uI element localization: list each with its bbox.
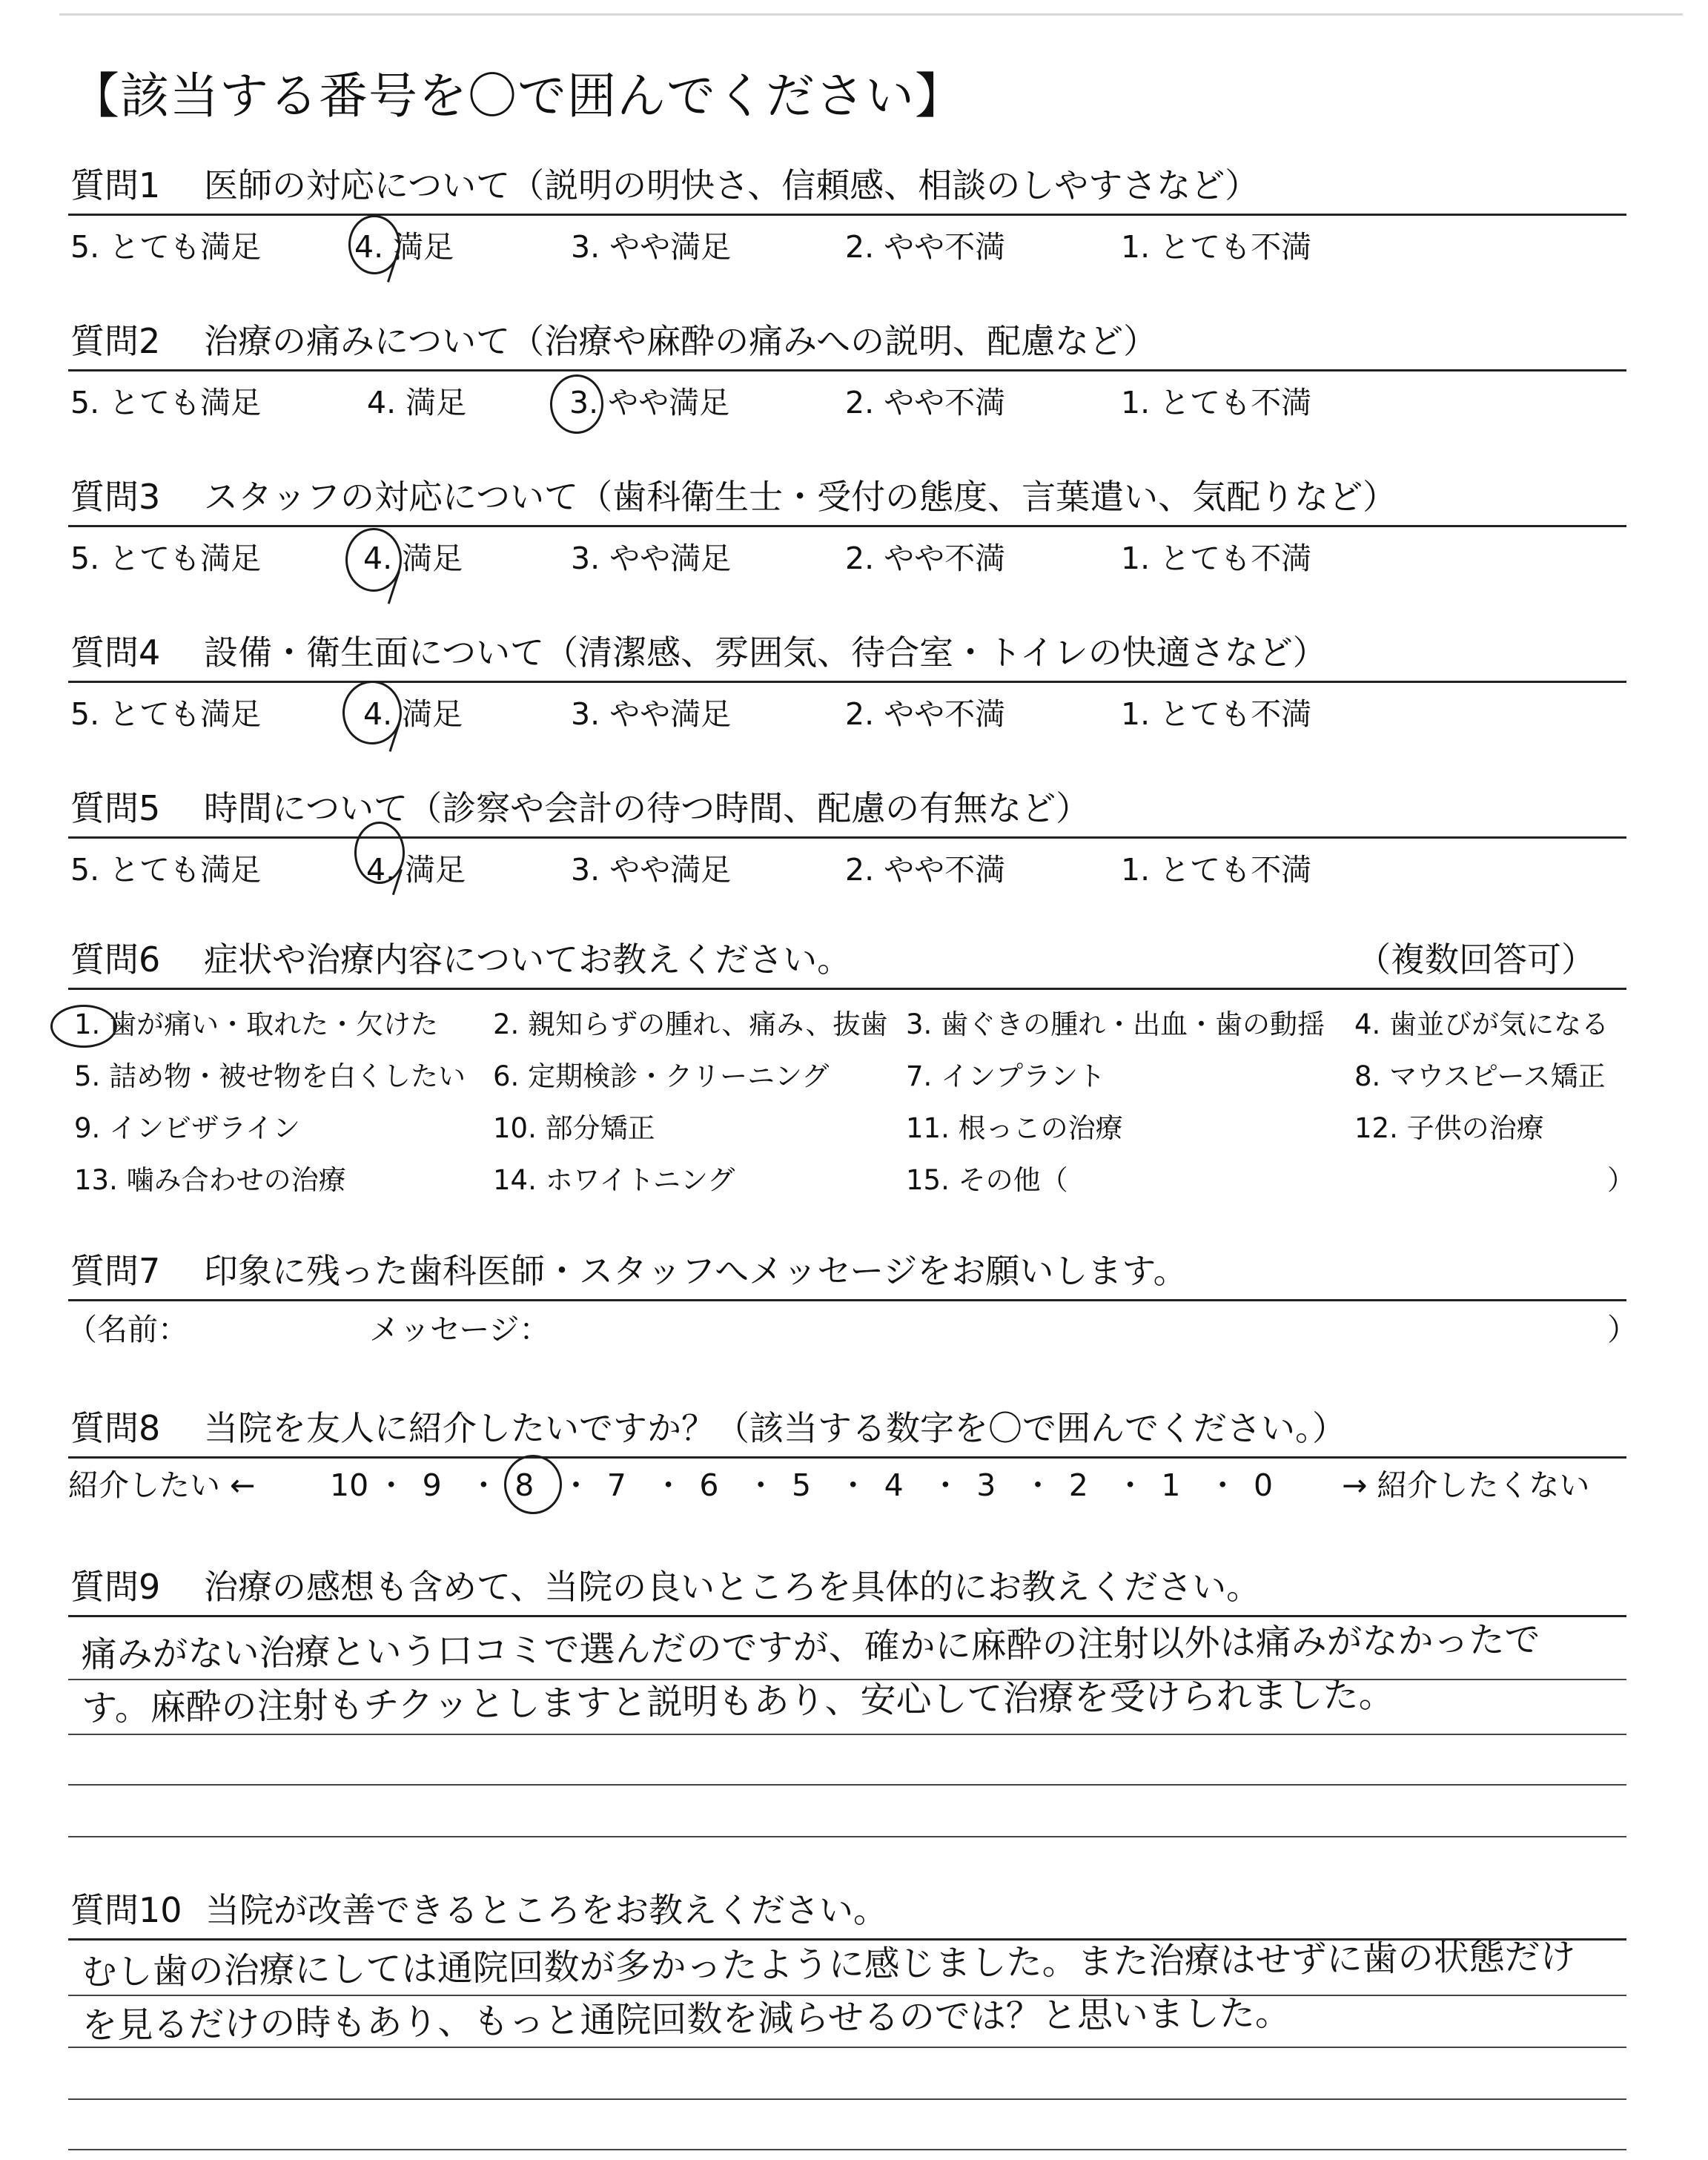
question-10-title bbox=[70, 1889, 887, 1931]
q6-item-13[interactable]: 13. 噛み合わせの治療 bbox=[74, 1164, 346, 1196]
q1-option-1[interactable]: 1. とても不満 bbox=[1121, 229, 1312, 265]
question-1-label: 質問1 bbox=[70, 165, 161, 205]
question-2-label: 質問2 bbox=[70, 321, 161, 361]
question-8-title bbox=[70, 1407, 1346, 1449]
q6-item-8[interactable]: 8. マウスピース矯正 bbox=[1354, 1060, 1606, 1092]
q8-scale-value-1[interactable]: 1 bbox=[1161, 1467, 1181, 1503]
question-2-text: 治療の痛みについて（治療や麻酔の痛みへの説明、配慮など） bbox=[204, 321, 1158, 361]
q8-scale-separator: ・ bbox=[560, 1467, 592, 1503]
q8-scale-separator: ・ bbox=[1207, 1467, 1238, 1503]
question-6-text: 症状や治療内容についてお教えください。 bbox=[204, 939, 852, 980]
q8-scale-value-0[interactable]: 0 bbox=[1254, 1467, 1274, 1503]
question-4-text: 設備・衛生面について（清潔感、雰囲気、待合室・トイレの快適さなど） bbox=[204, 633, 1327, 673]
q7-name-label: （名前： bbox=[67, 1312, 188, 1347]
question-1-title bbox=[70, 165, 1259, 206]
question-8-rule bbox=[68, 1456, 1626, 1459]
question-3-title bbox=[70, 476, 1397, 518]
q1-option-2[interactable]: 2. やや不満 bbox=[845, 229, 1006, 265]
q3-option-2[interactable]: 2. やや不満 bbox=[845, 541, 1006, 576]
q8-scale-value-4[interactable]: 4 bbox=[884, 1467, 904, 1503]
q3-option-3[interactable]: 3. やや満足 bbox=[571, 541, 732, 576]
q8-scale-separator: ・ bbox=[838, 1467, 869, 1503]
q4-option-1[interactable]: 1. とても不満 bbox=[1121, 696, 1312, 732]
q8-scale-separator: ・ bbox=[376, 1467, 407, 1503]
q7-close-paren: ） bbox=[1607, 1312, 1638, 1347]
question-8-label: 質問8 bbox=[70, 1408, 161, 1448]
q8-scale-separator: ・ bbox=[653, 1467, 684, 1503]
question-7-rule bbox=[68, 1299, 1626, 1301]
q7-message-label: メッセージ： bbox=[369, 1312, 550, 1347]
q8-scale-separator: ・ bbox=[745, 1467, 776, 1503]
q9-answer-line-2 bbox=[68, 1734, 1626, 1735]
q2-option-5[interactable]: 5. とても満足 bbox=[70, 385, 262, 420]
q6-item-2[interactable]: 2. 親知らずの腫れ、痛み、抜歯 bbox=[493, 1008, 888, 1040]
q4-option-2[interactable]: 2. やや不満 bbox=[845, 696, 1006, 732]
question-1-text: 医師の対応について（説明の明快さ、信頼感、相談のしやすさなど） bbox=[204, 165, 1260, 205]
question-8-text: 当院を友人に紹介したいですか？（該当する数字を〇で囲んでください。） bbox=[204, 1408, 1346, 1448]
q10-answer-line-3 bbox=[68, 2098, 1626, 2100]
q8-scale-separator: ・ bbox=[1022, 1467, 1053, 1503]
question-7-text: 印象に残った歯科医師・スタッフへメッセージをお願いします。 bbox=[204, 1251, 1188, 1291]
question-4-title bbox=[70, 632, 1327, 673]
q2-option-4[interactable]: 4. 満足 bbox=[367, 385, 467, 420]
question-4-label: 質問4 bbox=[70, 633, 161, 673]
q2-option-2[interactable]: 2. やや不満 bbox=[845, 385, 1006, 420]
question-5-label: 質問5 bbox=[70, 788, 161, 828]
q6-item-11[interactable]: 11. 根っこの治療 bbox=[906, 1112, 1123, 1144]
question-9-label: 質問9 bbox=[70, 1567, 161, 1607]
q5-option-5[interactable]: 5. とても満足 bbox=[70, 852, 262, 888]
page-heading: 【該当する番号を〇で囲んでください】 bbox=[70, 67, 964, 125]
q2-option-1[interactable]: 1. とても不満 bbox=[1121, 385, 1312, 420]
q6-item-15-close: ） bbox=[1607, 1164, 1635, 1196]
q6-item-6[interactable]: 6. 定期検診・クリーニング bbox=[493, 1060, 830, 1092]
q9-answer-line-1 bbox=[68, 1679, 1626, 1680]
q8-scale-separator: ・ bbox=[468, 1467, 499, 1503]
q8-scale-value-10[interactable]: 10 bbox=[330, 1467, 369, 1503]
q6-item-14[interactable]: 14. ホワイトニング bbox=[493, 1164, 735, 1196]
q8-scale-separator: ・ bbox=[930, 1467, 961, 1503]
top-border bbox=[59, 13, 1683, 16]
q8-scale-value-7[interactable]: 7 bbox=[606, 1467, 626, 1503]
q1-option-3[interactable]: 3. やや満足 bbox=[571, 229, 732, 265]
q9-answer-line-3 bbox=[68, 1784, 1626, 1786]
q3-option-5[interactable]: 5. とても満足 bbox=[70, 541, 262, 576]
q5-option-3[interactable]: 3. やや満足 bbox=[571, 852, 732, 888]
question-5-text: 時間について（診察や会計の待つ時間、配慮の有無など） bbox=[204, 788, 1090, 828]
q5-option-2[interactable]: 2. やや不満 bbox=[845, 852, 1006, 888]
q8-scale-value-9[interactable]: 9 bbox=[422, 1467, 442, 1503]
question-10-text: 当院が改善できるところをお教えください。 bbox=[205, 1890, 887, 1930]
q8-scale-value-6[interactable]: 6 bbox=[699, 1467, 719, 1503]
question-3-text: スタッフの対応について（歯科衛生士・受付の態度、言葉遣い、気配りなど） bbox=[204, 477, 1397, 517]
question-5-rule bbox=[68, 836, 1626, 839]
q2-option-3[interactable]: 3. やや満足 bbox=[569, 385, 730, 420]
q6-item-1[interactable]: 1. 歯が痛い・取れた・欠けた bbox=[74, 1008, 439, 1040]
q1-option-5[interactable]: 5. とても満足 bbox=[70, 229, 262, 265]
q8-right-label: → 紹介したくない bbox=[1342, 1467, 1590, 1503]
q3-option-4[interactable]: 4. 満足 bbox=[363, 541, 463, 576]
question-2-rule bbox=[68, 369, 1626, 371]
q6-item-7[interactable]: 7. インプラント bbox=[906, 1060, 1106, 1092]
q10-answer-text[interactable]: むし歯の治療にしては通院回数が多かったように感じました。また治療はせずに歯の状態だけを見るだけの時もあり、もっと通院回数を減らせるのでは？と思いました。 bbox=[81, 1935, 1576, 2047]
q4-option-3[interactable]: 3. やや満足 bbox=[571, 696, 732, 732]
q5-option-1[interactable]: 1. とても不満 bbox=[1121, 852, 1312, 888]
question-6-note: （複数回答可） bbox=[1357, 939, 1595, 980]
question-2-title bbox=[70, 320, 1157, 362]
q8-left-label: 紹介したい ← bbox=[68, 1467, 256, 1503]
question-10-label: 質問10 bbox=[70, 1890, 182, 1930]
q4-option-5[interactable]: 5. とても満足 bbox=[70, 696, 262, 732]
question-6-label: 質問6 bbox=[70, 939, 161, 980]
q6-item-10[interactable]: 10. 部分矯正 bbox=[493, 1112, 655, 1144]
q6-item-3[interactable]: 3. 歯ぐきの腫れ・出血・歯の動揺 bbox=[906, 1008, 1325, 1040]
question-3-rule bbox=[68, 525, 1626, 527]
q10-answer-line-2 bbox=[68, 2047, 1626, 2048]
q10-answer-line-1 bbox=[68, 1995, 1626, 1996]
question-4-rule bbox=[68, 681, 1626, 683]
q5-option-4[interactable]: 4. 満足 bbox=[366, 852, 466, 888]
question-6-rule bbox=[68, 988, 1626, 990]
question-3-label: 質問3 bbox=[70, 477, 161, 517]
q6-item-4[interactable]: 4. 歯並びが気になる bbox=[1354, 1008, 1609, 1040]
question-6-title bbox=[70, 939, 851, 980]
question-7-title bbox=[70, 1250, 1188, 1292]
question-9-title bbox=[70, 1566, 1260, 1608]
q10-answer-line-4 bbox=[68, 2149, 1626, 2150]
q6-item-9[interactable]: 9. インビザライン bbox=[74, 1112, 300, 1144]
q6-item-12[interactable]: 12. 子供の治療 bbox=[1354, 1112, 1544, 1144]
q4-option-4[interactable]: 4. 満足 bbox=[363, 696, 463, 732]
q9-answer-line-4 bbox=[68, 1836, 1626, 1837]
question-9-text: 治療の感想も含めて、当院の良いところを具体的にお教えください。 bbox=[204, 1567, 1261, 1607]
q6-item-15[interactable]: 15. その他（ bbox=[906, 1164, 1068, 1196]
q8-scale-value-3[interactable]: 3 bbox=[976, 1467, 996, 1503]
q8-scale-value-2[interactable]: 2 bbox=[1068, 1467, 1088, 1503]
question-5-title bbox=[70, 787, 1090, 829]
q9-answer-text[interactable]: 痛みがない治療という口コミで選んだのですが、確かに麻酔の注射以外は痛みがなかったです。麻酔の注射もチクッとしますと説明もあり、安心して治療を受けられました。 bbox=[81, 1619, 1540, 1729]
q3-option-1[interactable]: 1. とても不満 bbox=[1121, 541, 1312, 576]
q6-item-5[interactable]: 5. 詰め物・被せ物を白くしたい bbox=[74, 1060, 466, 1092]
q8-scale-value-5[interactable]: 5 bbox=[792, 1467, 812, 1503]
q1-option-4[interactable]: 4. 満足 bbox=[354, 229, 454, 265]
q8-scale-separator: ・ bbox=[1115, 1467, 1146, 1503]
question-7-label: 質問7 bbox=[70, 1251, 161, 1291]
question-1-rule bbox=[68, 214, 1626, 216]
q8-scale-value-8[interactable]: 8 bbox=[514, 1467, 534, 1503]
